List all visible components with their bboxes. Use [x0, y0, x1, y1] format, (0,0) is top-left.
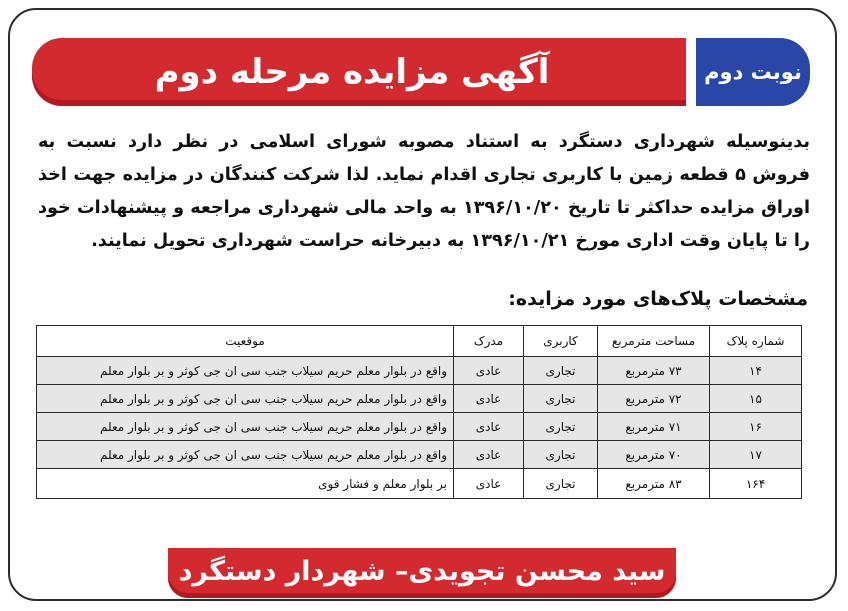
notice-body — [38, 126, 810, 258]
cell-document: عادی — [454, 441, 524, 469]
cell-plate-number: ۱۷ — [710, 441, 802, 469]
cell-plate-number: ۱۶ — [710, 413, 802, 441]
cell-area: ۷۲ مترمربع — [598, 385, 710, 413]
cell-document: عادی — [454, 357, 524, 385]
cell-area: ۷۰ مترمربع — [598, 441, 710, 469]
mayor-signature: سید محسن تجویدی– شهردار دستگرد — [178, 556, 666, 587]
cell-document: عادی — [454, 469, 524, 499]
cell-location: واقع در بلوار معلم حریم سیلاب جنب سی ان جی کوثر و بر بلوار معلم — [37, 385, 454, 413]
cell-document: عادی — [454, 413, 524, 441]
table-row — [37, 413, 802, 441]
cell-area: ۷۳ مترمربع — [598, 357, 710, 385]
header-plate-number: شماره پلاک — [710, 326, 802, 357]
round-badge: نوبت دوم — [690, 38, 810, 106]
header-usage: کاربری — [524, 326, 598, 357]
header-area: مساحت مترمربع — [598, 326, 710, 357]
cell-location: بر بلوار معلم و فشار قوی — [37, 469, 454, 499]
plates-section-title: مشخصات پلاک‌های مورد مزایده: — [508, 288, 808, 310]
cell-location: واقع در بلوار معلم حریم سیلاب جنب سی ان جی کوثر و بر بلوار معلم — [37, 413, 454, 441]
cell-location: واقع در بلوار معلم حریم سیلاب جنب سی ان جی کوثر و بر بلوار معلم — [37, 441, 454, 469]
cell-plate-number: ۱۵ — [710, 385, 802, 413]
table-header-row — [37, 326, 802, 357]
cell-document: عادی — [454, 385, 524, 413]
table-row — [37, 441, 802, 469]
table-row — [37, 357, 802, 385]
cell-plate-number: ۱۴ — [710, 357, 802, 385]
header-document: مدرک — [454, 326, 524, 357]
notice-title: آگهی مزایده مرحله دوم — [154, 52, 550, 92]
cell-usage: تجاری — [524, 469, 598, 499]
notice-paragraph: بدینوسیله شهرداری دستگرد به استناد مصوبه شورای اسلامی در نظر دارد نسبت به فروش ۵ قطعه زمین با کاربری تجاری اقدام نماید. لذا شرکت کنندگان در مزایده جهت اخذ اوراق مزایده حداکثر تا تاریخ ۱۳۹۶/۱۰/۲۰ به واحد مالی شهرداری مراجعه و پیشنهادات خود را تا پایان وقت اداری مورخ ۱۳۹۶/۱۰/۲۱ به دبیرخانه حراست شهرداری تحویل نمایند. — [38, 132, 810, 251]
cell-usage: تجاری — [524, 357, 598, 385]
cell-location: واقع در بلوار معلم حریم سیلاب جنب سی ان جی کوثر و بر بلوار معلم — [37, 357, 454, 385]
cell-usage: تجاری — [524, 385, 598, 413]
table-row — [37, 385, 802, 413]
cell-area: ۷۱ مترمربع — [598, 413, 710, 441]
table-row — [37, 469, 802, 499]
plates-table — [36, 325, 802, 499]
cell-area: ۸۳ مترمربع — [598, 469, 710, 499]
cell-usage: تجاری — [524, 413, 598, 441]
cell-usage: تجاری — [524, 441, 598, 469]
cell-plate-number: ۱۶۴ — [710, 469, 802, 499]
header-location: موقعیت — [37, 326, 454, 357]
